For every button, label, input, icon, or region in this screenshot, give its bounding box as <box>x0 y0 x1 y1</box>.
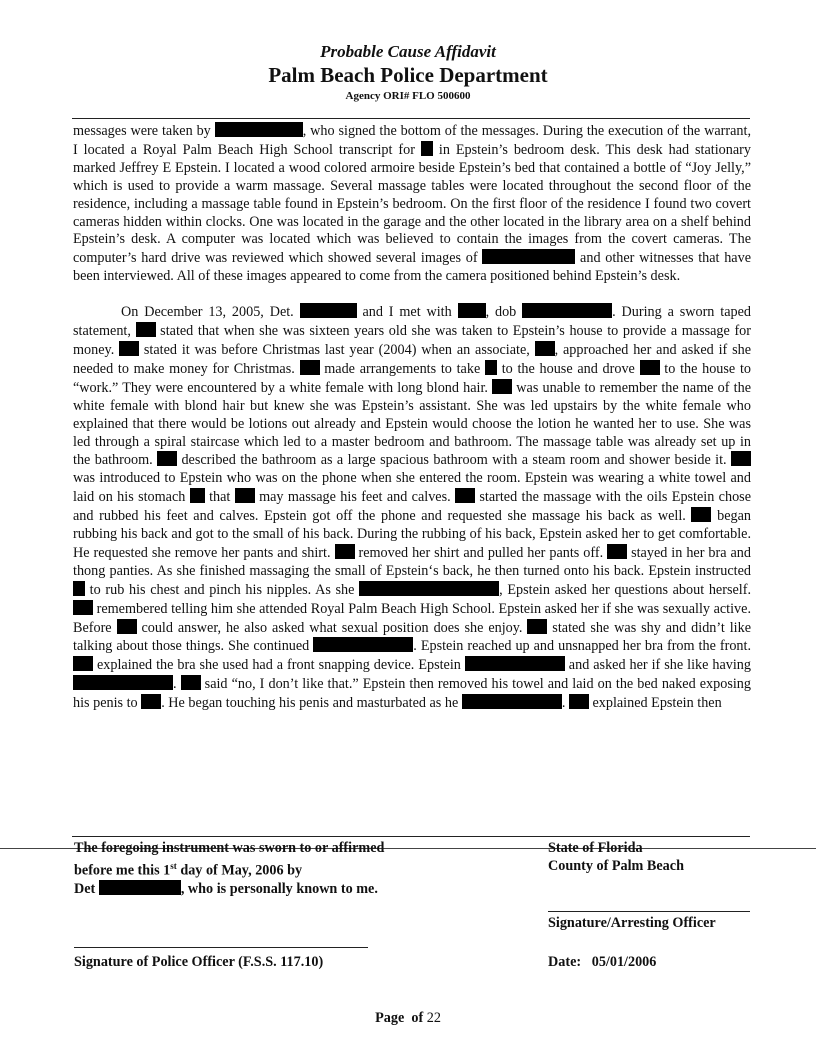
jurisdiction <box>548 840 758 875</box>
redaction <box>235 488 255 503</box>
redaction <box>691 507 711 522</box>
redaction <box>535 341 555 356</box>
footer-rule <box>72 836 750 837</box>
redaction <box>119 341 139 356</box>
state-label: State of Florida <box>548 840 643 856</box>
redaction <box>300 360 320 375</box>
sworn-statement <box>74 840 474 898</box>
redaction <box>492 379 512 394</box>
paragraph-1: messages were taken by , who signed the bottom of the messages. During the execution of the warrant, I located a Royal Palm Beach High School transcript for in Epstein’s bedroom desk. This desk had stationary marked Jeffrey E Epstein. I located a wood colored armoire beside Epstein’s bed that contained a bottle of “Joy Jelly,” which is used to provide a warm massage. Several massage tables were located throughout the second floor of the residence, including a massage table found in Epstein’s bedroom. On the first floor of the residence I found two covert cameras hidden within clocks. One was located in the garage and the other located in the library area on a shelf behind Epstein’s desk. A computer was located which was believed to contain the images from the covert cameras. The computer’s hard drive was reviewed which showed several images of and other witnesses that have been interviewed. All of these images appeared to come from the camera positioned behind Epstein’s desk. <box>73 123 751 285</box>
redaction <box>458 303 486 318</box>
redaction <box>455 488 475 503</box>
redaction <box>157 451 177 466</box>
redaction <box>73 600 93 615</box>
redaction <box>482 249 575 264</box>
redaction <box>569 694 589 709</box>
redaction <box>640 360 660 375</box>
header-title: Probable Cause Affidavit <box>320 42 496 61</box>
redaction <box>607 544 627 559</box>
county-label: County of Palm Beach <box>548 857 684 874</box>
sworn-sup: st <box>170 860 177 871</box>
redaction <box>462 694 562 709</box>
redaction <box>522 303 612 318</box>
police-signature-label: Signature of Police Officer (F.S.S. 117.10) <box>74 954 324 970</box>
department-name: Palm Beach Police Department <box>268 63 548 87</box>
redaction <box>136 322 156 337</box>
sworn-line-1: The foregoing instrument was sworn to or affirmed <box>74 840 385 856</box>
redaction <box>313 637 413 652</box>
paragraph-2: On December 13, 2005, Det. and I met with , dob . During a sworn taped statement, stated that when she was sixteen years old she was taken to Epstein’s house to provide a massage for money. stated it was before Christmas last year (2004) when an associate, , approached her and asked if she needed to make money for Christmas. made arrangements to take to the house and drove to the house to “work.” They were encountered by a white female with long blond hair. was unable to remember the name of the white female with blond hair but knew she was Epstein’s assistant. She was led upstairs by the white female who explained that there would be lotions out already and Epstein would choose the lotion he wanted her to use. She was led through a spiral staircase which led to a master bedroom and bathroom. The massage table was already set up in the bathroom. described the bathroom as a large spacious bathroom with a steam room and shower beside it. was introduced to Epstein who was on the phone when she entered the room. Epstein was wearing a white towel and laid on his stomach that may massage his feet and calves. started the massage with the oils Epstein chose and rubbed his feet and calves. Epstein got off the phone and requested she massage his back as well. began rubbing his back and got to the small of his back. During the rubbing of his back, Epstein asked her to get comfortable. He requested she remove her pants and shirt. removed her shirt and pulled her pants off. stayed in her bra and thong panties. As she finished massaging the small of Epstein‘s back, he then turned onto his back. Epstein instructed to rub his chest and pinch his nipples. As she , Epstein asked her questions about herself. remembered telling him she attended Royal Palm Beach High School. Epstein asked her if she was sexually active. Before could answer, he also asked what sexual position does she enjoy. stated she was shy and didn’t like talking about those things. She continued . Epstein reached up and unsnapped her bra from the front. explained the bra she used had a front snapping device. Epstein and asked her if she like having . said “no, I don’t like that.” Epstein then removed his towel and laid on the bed naked exposing his penis to . He began touching his penis and masturbated as he . explained Epstein then <box>73 304 751 712</box>
redaction <box>99 880 181 895</box>
redaction <box>485 360 497 375</box>
redaction <box>141 694 161 709</box>
redaction <box>335 544 355 559</box>
sworn-line-2: before me this 1st day of May, 2006 by <box>74 860 303 879</box>
arresting-signature-line <box>548 911 750 912</box>
redaction <box>421 141 433 156</box>
redaction <box>215 122 303 137</box>
redaction <box>300 303 357 318</box>
redaction <box>731 451 751 466</box>
redaction <box>181 675 201 690</box>
page-number: Page of 22 <box>375 1010 441 1026</box>
affidavit-body <box>73 122 751 713</box>
redaction <box>527 619 547 634</box>
redaction <box>73 675 173 690</box>
header-rule <box>72 118 750 119</box>
date-field: Date: 05/01/2006 <box>548 954 657 970</box>
redaction <box>117 619 137 634</box>
agency-ori: Agency ORI# FLO 500600 <box>345 90 471 102</box>
redaction <box>359 581 499 596</box>
redaction <box>465 656 565 671</box>
arresting-signature-label: Signature/Arresting Officer <box>548 915 716 931</box>
redaction <box>73 656 93 671</box>
redaction <box>73 581 85 596</box>
redaction <box>190 488 205 503</box>
sworn-line-3: Det , who is personally known to me. <box>74 880 378 897</box>
police-signature-line <box>74 947 368 948</box>
